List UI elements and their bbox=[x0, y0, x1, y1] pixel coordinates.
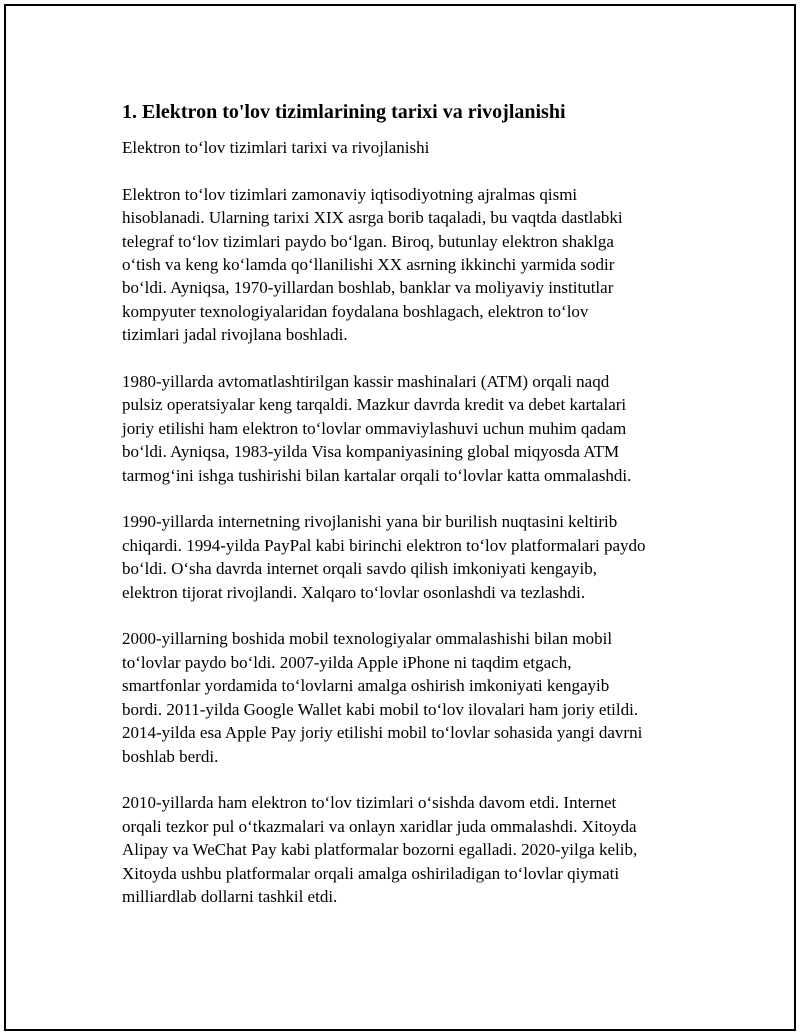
paragraph-line: 1990-yillarda internetning rivojlanishi yana bir burilish nuqtasini keltirib bbox=[122, 512, 618, 532]
paragraph-line: Elektron to‘lov tizimlari zamonaviy iqtisodiyotning ajralmas qismi bbox=[122, 184, 578, 204]
paragraph-line: bo‘ldi. Ayniqsa, 1970-yillardan boshlab, banklar va moliyaviy institutlar bbox=[122, 278, 614, 298]
paragraph-line: boshlab berdi. bbox=[122, 746, 219, 766]
paragraph-line: tarmog‘ini ishga tushirishi bilan kartalar orqali to‘lovlar katta ommalashdi. bbox=[122, 465, 632, 485]
paragraph-line: tizimlari jadal rivojlana boshladi. bbox=[122, 325, 348, 345]
paragraph-line: Xitoyda ushbu platformalar orqali amalga oshiriladigan to‘lovlar qiymati bbox=[122, 863, 620, 883]
paragraph-line: smartfonlar yordamida to‘lovlarni amalga oshirish imkoniyati kengayib bbox=[122, 676, 610, 696]
paragraph-line: pulsiz operatsiyalar keng tarqaldi. Mazkur davrda kredit va debet kartalari bbox=[122, 395, 627, 415]
page-frame bbox=[4, 4, 796, 1031]
paragraph-line: 2000-yillarning boshida mobil texnologiyalar ommalashishi bilan mobil bbox=[122, 629, 613, 649]
paragraph-1990s bbox=[122, 510, 712, 604]
paragraph-line: 1980-yillarda avtomatlashtirilgan kassir mashinalari (ATM) orqali naqd bbox=[122, 372, 610, 392]
section-heading: 1. Elektron to'lov tizimlarining tarixi va rivojlanishi bbox=[122, 101, 566, 123]
paragraph-1980s bbox=[122, 370, 712, 487]
paragraph-line: milliardlab dollarni tashkil etdi. bbox=[122, 886, 338, 906]
paragraph-line: o‘tish va keng ko‘lamda qo‘llanilishi XX asrning ikkinchi yarmida sodir bbox=[122, 255, 615, 275]
paragraph-line: joriy etilishi ham elektron to‘lovlar ommaviylashuvi uchun muhim qadam bbox=[122, 418, 627, 438]
paragraph-line: orqali tezkor pul o‘tkazmalari va onlayn xaridlar juda ommalashdi. Xitoyda bbox=[122, 816, 637, 836]
paragraph-2010s bbox=[122, 791, 712, 908]
document-subtitle: Elektron to‘lov tizimlari tarixi va rivojlanishi bbox=[122, 138, 430, 157]
paragraph-line: 2014-yilda esa Apple Pay joriy etilishi mobil to‘lovlar sohasida yangi davrni bbox=[122, 723, 643, 743]
paragraph-line: chiqardi. 1994-yilda PayPal kabi birinchi elektron to‘lov platformalari paydo bbox=[122, 535, 646, 555]
paragraph-line: bo‘ldi. O‘sha davrda internet orqali savdo qilish imkoniyati kengayib, bbox=[122, 559, 597, 579]
paragraph-line: 2010-yillarda ham elektron to‘lov tizimlari o‘sishda davom etdi. Internet bbox=[122, 793, 617, 813]
paragraph-line: kompyuter texnologiyalaridan foydalana boshlagach, elektron to‘lov bbox=[122, 301, 589, 321]
paragraph-line: hisoblanadi. Ularning tarixi XIX asrga borib taqaladi, bu vaqtda dastlabki bbox=[122, 208, 623, 228]
paragraph-intro bbox=[122, 183, 712, 347]
document-body bbox=[122, 98, 712, 932]
paragraph-line: elektron tijorat rivojlandi. Xalqaro to‘lovlar osonlashdi va tezlashdi. bbox=[122, 582, 586, 602]
paragraph-line: bordi. 2011-yilda Google Wallet kabi mobil to‘lov ilovalari ham joriy etildi. bbox=[122, 699, 639, 719]
paragraph-2000s bbox=[122, 627, 712, 767]
paragraph-line: bo‘ldi. Ayniqsa, 1983-yilda Visa kompaniyasining global miqyosda ATM bbox=[122, 442, 620, 462]
paragraph-line: telegraf to‘lov tizimlari paydo bo‘lgan. Biroq, butunlay elektron shaklga bbox=[122, 231, 614, 251]
paragraph-line: Alipay va WeChat Pay kabi platformalar bozorni egalladi. 2020-yilga kelib, bbox=[122, 840, 638, 860]
paragraph-line: to‘lovlar paydo bo‘ldi. 2007-yilda Apple iPhone ni taqdim etgach, bbox=[122, 652, 572, 672]
